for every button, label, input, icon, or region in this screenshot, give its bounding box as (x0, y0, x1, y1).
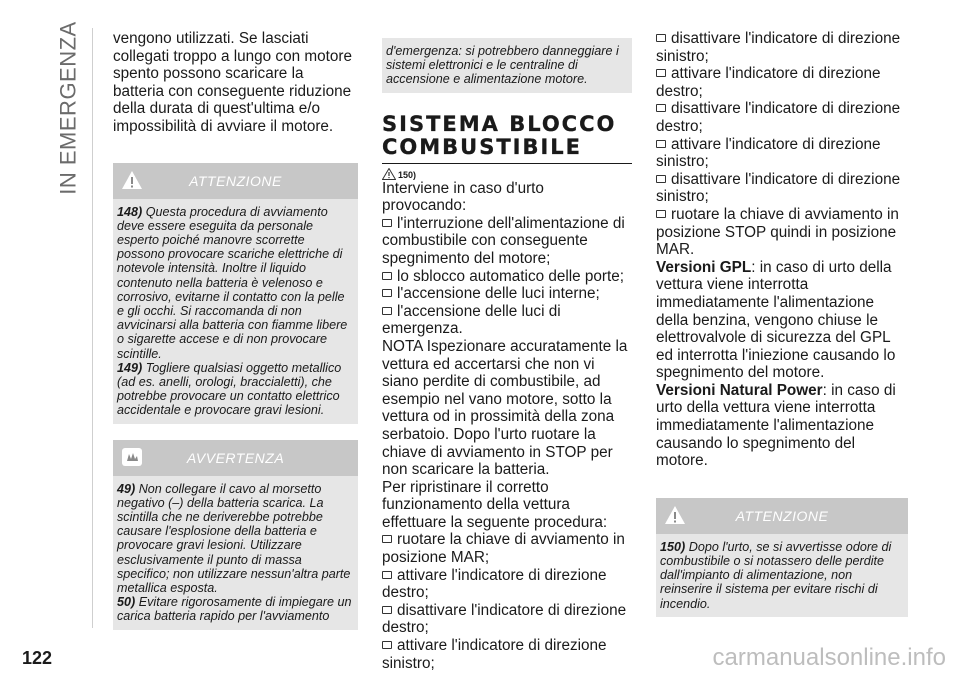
page-number: 122 (22, 648, 53, 668)
note-50: 50) Evitare rigorosamente di impiegare un carica batteria rapido per l'avviamento (117, 595, 352, 624)
bullet-icon (656, 210, 666, 218)
warning-body (113, 476, 358, 630)
list-item: l'accensione delle luci interne; (382, 285, 632, 303)
list-item: lo sblocco automatico delle porte; (382, 268, 632, 286)
bullet-icon (656, 34, 666, 42)
note-49: 49) Non collegare il cavo al morsetto negativo (–) della batteria scarica. La scintilla che ne deriverebbe potrebbe causare l'esplosione della batteria e provocare gravi lesioni. Utilizzare esclusivamente il punto di massa specifico; non utilizzare nessun'altra parte metallica esposta. (117, 481, 351, 596)
note-paragraph: NOTA Ispezionare accuratamente la vettura ed accertarsi che non vi siano perdite di combustibile, ad esempio nel vano motore, sotto la vettura od in prossimità della zona serbatoio. Dopo l'urto ruotare la chiave di avviamento in STOP per non scaricare la batteria. (382, 337, 628, 479)
attention-box (113, 163, 358, 424)
list-item: disattivare l'indicatore di direzione sinistro; (656, 30, 901, 65)
margin-rule (92, 28, 93, 628)
column-1 (113, 30, 358, 630)
attention-header: ATTENZIONE (113, 163, 358, 199)
note-150: 150) Dopo l'urto, se si avvertisse odore di combustibile o si notassero delle perdite dall'impianto di alimentazione, non reinserire il sistema per evitare rischi di incendio. (660, 539, 892, 611)
warning-continued-text: d'emergenza: si potrebbero danneggiare i sistemi elettronici e le centraline di accensione e alimentazione motore. (386, 44, 619, 87)
bullet-icon (656, 175, 666, 183)
warning-triangle-icon (382, 168, 396, 180)
chapter-side-label: IN EMERGENZA (56, 21, 81, 195)
note-149: 149) Togliere qualsiasi oggetto metallico (ad es. anelli, orologi, braccialetti), che potrebbe provocare un contatto elettrico accidentale e provocare gravi lesioni. (117, 360, 342, 418)
hand-warning-icon (121, 447, 143, 467)
gpl-paragraph: Versioni GPL: in caso di urto della vettura viene interrotta immediatamente l'alimentazione della benzina, vengono chiuse le elettrovalvole di sicurezza del GPL ed interrotta l'iniezione causando lo spegnimento del motore. (656, 258, 896, 382)
bullet-icon (382, 571, 392, 579)
warning-header: AVVERTENZA (113, 440, 358, 476)
list-item: attivare l'indicatore di direzione sinistro; (382, 637, 607, 672)
bullet-icon (382, 641, 392, 649)
intro-text: Interviene in caso d'urto provocando: (382, 179, 544, 215)
bullet-icon (382, 289, 392, 297)
bullet-icon (382, 535, 392, 543)
attention-header-2: ATTENZIONE (656, 498, 908, 534)
list-item: ruotare la chiave di avviamento in posizione MAR; (382, 531, 625, 567)
list-item: disattivare l'indicatore di direzione destro; (382, 601, 627, 637)
reset-paragraph: Per ripristinare il corretto funzionamento della vettura effettuare la seguente procedura: (382, 478, 608, 531)
list-item: attivare l'indicatore di direzione destro; (382, 566, 607, 602)
bullet-icon (382, 272, 392, 280)
warning-box-continued (382, 38, 632, 93)
list-item: disattivare l'indicatore di direzione destro; (656, 100, 901, 135)
natural-power-paragraph: Versioni Natural Power: in caso di urto della vettura viene interrotta immediatamente l'alimentazione causando lo spegnimento del motore. (656, 381, 896, 470)
bullet-icon (382, 606, 392, 614)
bullet-icon (656, 69, 666, 77)
column-2 (382, 30, 632, 672)
bullet-icon (656, 140, 666, 148)
attention-body (113, 199, 358, 424)
reference-mark: 150) (382, 168, 632, 180)
list-item: disattivare l'indicatore di direzione sinistro; (656, 170, 901, 206)
bullet-icon (656, 104, 666, 112)
note-148: 148) Questa procedura di avviamento deve essere eseguita da personale esperto poiché manovre scorrette possono provocare scariche elettriche di notevole intensità. Inoltre il liquido contenuto nella batteria è velenoso e corrosivo, evitarne il contatto con la pelle e gli occhi. Si raccomanda di non avvicinarsi alla batteria con fiamme libere o sigarette accese e di non provocare scintille. (117, 204, 348, 361)
watermark: carmanualsonline.info (712, 644, 946, 671)
section-rule (382, 163, 632, 164)
attention-body-2 (656, 534, 908, 617)
list-item: l'interruzione dell'alimentazione di combustibile con conseguente spegnimento del motore; (382, 214, 625, 267)
warning-box (113, 440, 358, 630)
warning-triangle-icon (664, 505, 686, 525)
section-title: SISTEMA BLOCCO COMBUSTIBILE (382, 111, 617, 159)
list-item: ruotare la chiave di avviamento in posizione STOP quindi in posizione MAR. (656, 205, 899, 259)
column-3 (656, 30, 908, 617)
attention-box-2 (656, 498, 908, 617)
bullet-icon (382, 219, 392, 227)
warning-triangle-icon (121, 170, 143, 190)
intro-paragraph: vengono utilizzati. Se lasciati collegati troppo a lungo con motore spento possono scaricare la batteria con conseguente riduzione della durata di quest'ultima e/o impossibilità di avviare il motore. (113, 30, 352, 135)
list-item: l'accensione delle luci di emergenza. (382, 302, 561, 338)
list-item: attivare l'indicatore di direzione destro; (656, 65, 881, 100)
bullet-icon (382, 307, 392, 315)
list-item: attivare l'indicatore di direzione sinistro; (656, 135, 881, 171)
